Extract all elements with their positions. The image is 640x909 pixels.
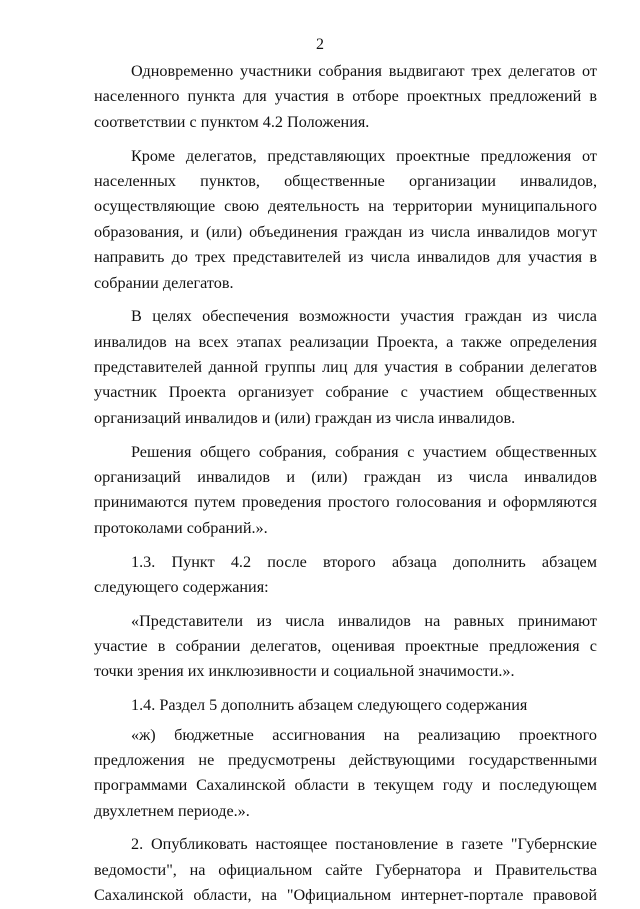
paragraph-item-1-4: 1.4. Раздел 5 дополнить абзацем следующего содержания <box>131 696 528 715</box>
paragraph-quote-representatives: «Представители из числа инвалидов на равных принимают участие в собрании делегатов, оценивая проектные предложения с точки зрения их инклюзивности и социальной значимости.». <box>94 611 597 681</box>
paragraph-decisions: Решения общего собрания, собрания с участием общественных организаций инвалидов и (или) граждан из числа инвалидов принимаются путем проведения простого голосования и оформляются протоколами собраний.». <box>94 442 597 537</box>
paragraph-item-2: 2. Опубликовать настоящее постановление в газете "Губернские ведомости", на официальном сайте Губернатора и Правительства Сахалинской области, на "Официальном интернет-портале правовой <box>94 835 597 905</box>
document-body <box>94 59 597 909</box>
page-number: 2 <box>316 36 324 53</box>
paragraph-item-1-3: 1.3. Пункт 4.2 после второго абзаца дополнить абзацем следующего содержания: <box>94 552 597 596</box>
paragraph-item-zh: «ж) бюджетные ассигнования на реализацию проектного предложения не предусмотрены действующими государственными программами Сахалинской области в текущем году и последующем двухлетнем периоде.». <box>94 725 597 820</box>
paragraph-participation: В целях обеспечения возможности участия граждан из числа инвалидов на всех этапах реализации Проекта, а также определения представителей данной группы лиц для участия в собрании делегатов участник Проекта организует собрание с участием общественных организаций инвалидов и (или) граждан из числа инвалидов. <box>94 307 597 427</box>
paragraph-disabled-representatives: Кроме делегатов, представляющих проектные предложения от населенных пунктов, общественные организации инвалидов, осуществляющие свою деятельность на территории муниципального образования, и (или) объединения граждан из числа инвалидов могут направить до трех представителей из числа инвалидов для участия в собрании делегатов. <box>94 146 597 292</box>
paragraph-delegates: Одновременно участники собрания выдвигают трех делегатов от населенного пункта для участия в отборе проектных предложений в соответствии с пунктом 4.2 Положения. <box>94 62 597 131</box>
